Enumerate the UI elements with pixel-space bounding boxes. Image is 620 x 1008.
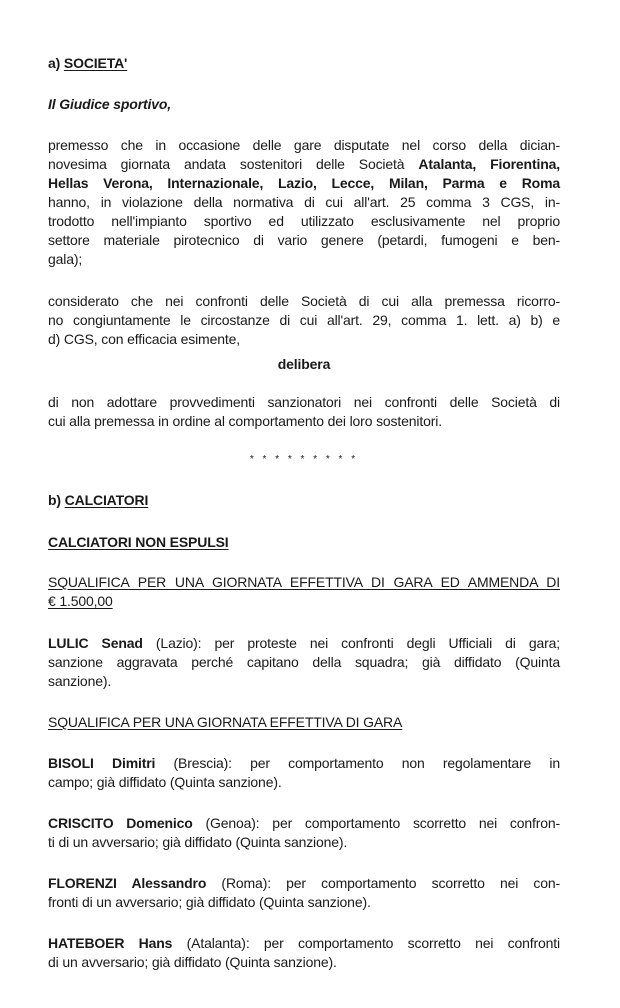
player-name-criscito: CRISCITO Domenico	[48, 815, 193, 831]
criscito-line-1-text: (Genoa): per comportamento scorretto nei confron-	[192, 815, 561, 831]
p1-line-7: gala);	[48, 251, 83, 267]
lulic-line-1-text: (Lazio): per proteste nei confronti degli Ufficiali di gara;	[142, 635, 560, 651]
delibera-heading: delibera	[277, 356, 331, 372]
player-name-hateboer: HATEBOER Hans	[48, 935, 173, 951]
sanction-1-amount: € 1.500,00	[48, 593, 113, 609]
criscito-line-2: ti di un avversario; già diffidato (Quinta sanzione).	[48, 834, 348, 850]
sanction-1-line-2	[48, 592, 560, 610]
p2-line-1: considerato che nei confronti delle Società di cui alla premessa ricorro-	[48, 293, 560, 309]
bisoli-line-2: campo; già diffidato (Quinta sanzione).	[48, 774, 282, 790]
clubs-list-part-2: Hellas Verona, Internazionale, Lazio, Lecce, Milan, Parma e Roma	[48, 175, 560, 191]
lulic-line-3: sanzione).	[48, 673, 112, 689]
section-b-label: CALCIATORI	[64, 492, 149, 508]
sanction-2-heading	[48, 713, 560, 731]
criscito-line-1	[48, 814, 560, 832]
hateboer-line-2: di un avversario; già diffidato (Quinta sanzione).	[48, 954, 337, 970]
hateboer-line-1-text: (Atalanta): per comportamento scorretto nei confronti	[172, 935, 561, 951]
player-name-bisoli: BISOLI Dimitri	[48, 755, 156, 771]
sanction-1-line-1: SQUALIFICA PER UNA GIORNATA EFFETTIVA DI GARA ED AMMENDA DI	[48, 574, 560, 590]
florenzi-line-2: fronti di un avversario; già diffidato (Quinta sanzione).	[48, 894, 371, 910]
subheading-non-espulsi: CALCIATORI NON ESPULSI	[48, 534, 229, 550]
p1-line-6: settore materiale pirotecnico di vario genere (petardi, fumogeni e ben-	[48, 232, 560, 248]
florenzi-line-1-text: (Roma): per comportamento scorretto nei con-	[206, 875, 561, 891]
florenzi-line-1	[48, 874, 560, 892]
clubs-list-part-1: Atalanta, Fiorentina,	[418, 156, 560, 172]
section-a-heading	[48, 54, 560, 72]
p1-line-1: premesso che in occasione delle gare disputate nel corso della dician-	[48, 137, 560, 153]
section-a-label: SOCIETA'	[63, 55, 128, 71]
p2-line-3: d) CGS, con efficacia esimente,	[48, 331, 240, 347]
hateboer-line-1	[48, 934, 560, 952]
p2-line-2: no congiuntamente le circostanze di cui all'art. 29, comma 1. lett. a) b) e	[48, 312, 560, 328]
section-b-prefix: b)	[48, 492, 65, 508]
p1-line-2	[48, 155, 560, 173]
bisoli-line-1	[48, 754, 560, 772]
p1-line-5: trodotto nell'impianto sportivo ed utilizzato esclusivamente nel proprio	[48, 213, 560, 229]
bisoli-line-1-text: (Brescia): per comportamento non regolamentare in	[155, 755, 560, 771]
p3-line-2: cui alla premessa in ordine al comportamento dei loro sostenitori.	[48, 413, 442, 429]
player-name-florenzi: FLORENZI Alessandro	[48, 875, 207, 891]
lulic-line-1	[48, 634, 560, 652]
sanction-2-text: SQUALIFICA PER UNA GIORNATA EFFETTIVA DI GARA	[48, 714, 403, 730]
lulic-line-2: sanzione aggravata perché capitano della squadra; già diffidato (Quinta	[48, 654, 560, 670]
section-separator: * * * * * * * * *	[249, 454, 359, 465]
p1-line-2-text: novesima giornata andata sostenitori delle Società	[48, 156, 419, 172]
section-b-heading	[48, 491, 560, 509]
player-name-lulic: LULIC Senad	[48, 635, 143, 651]
p3-line-1: di non adottare provvedimenti sanzionatori nei confronti delle Società di	[48, 394, 560, 410]
section-a-prefix: a)	[48, 55, 64, 71]
p1-line-4: hanno, in violazione della normativa di cui all'art. 25 comma 3 CGS, in-	[48, 194, 560, 210]
judge-heading: Il Giudice sportivo,	[48, 96, 172, 112]
